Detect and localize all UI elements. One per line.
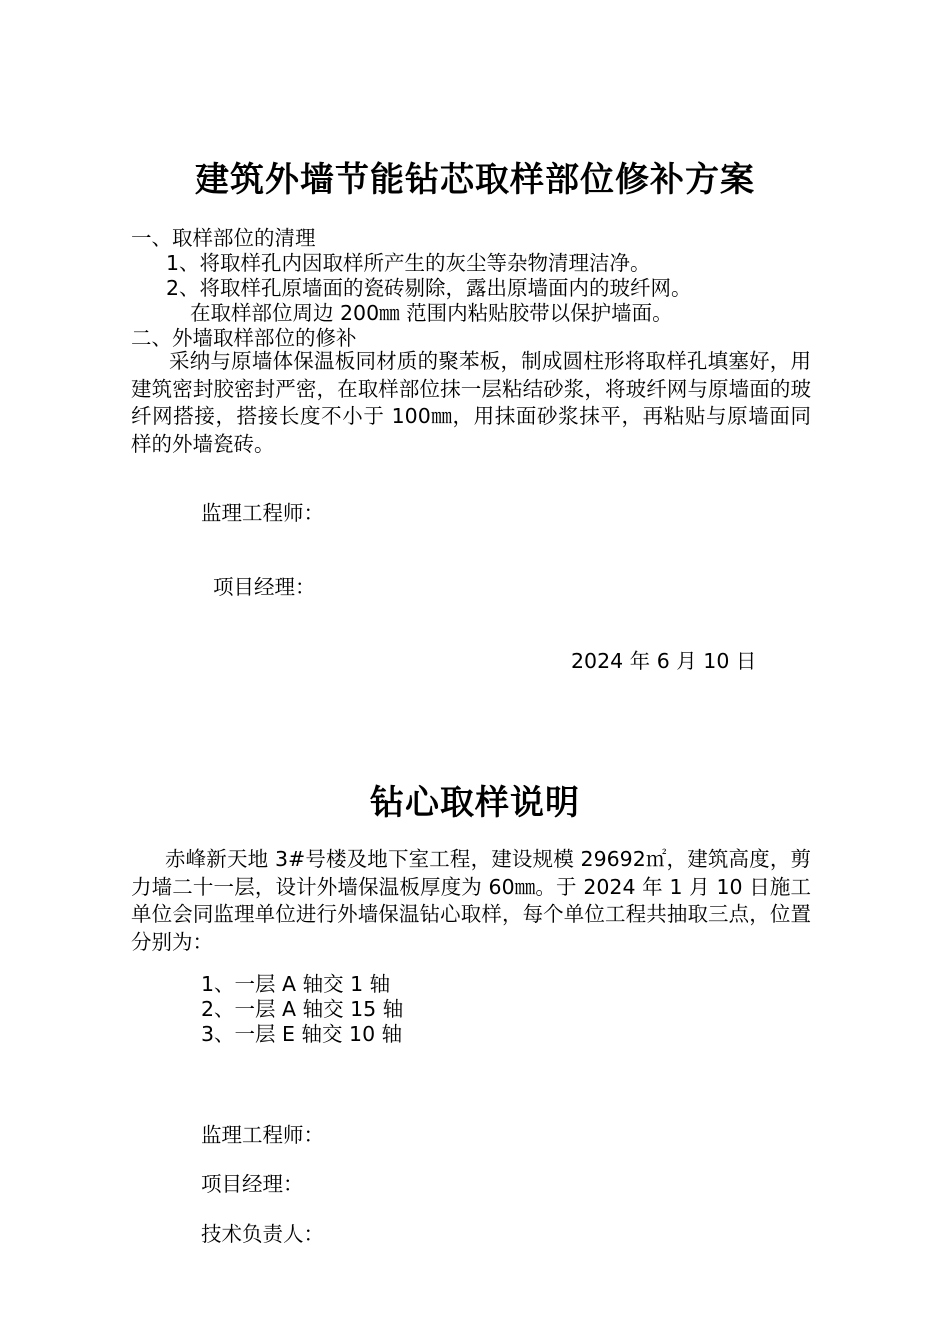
cleaning-item-2-continued: 在取样部位周边 200㎜ 范围内粘贴胶带以保护墙面。 [190,301,673,325]
cleaning-item-2: 2、将取样孔原墙面的瓷砖剔除，露出原墙面内的玻纤网。 [166,276,692,300]
document-date: 2024 年 6 月 10 日 [571,649,757,673]
repair-plan-title: 建筑外墙节能钻芯取样部位修补方案 [195,160,755,200]
sampling-paragraph: 赤峰新天地 3#号楼及地下室工程，建设规模 29692㎡，建筑高度，剪力墙二十一层，设计外墙保温板厚度为 60㎜。于 2024 年 1 月 10 日施工单位会同监理单位进行外墙保温钻心取样，每个单位工程共抽取三点，位置分别为： [131,847,811,954]
cleaning-item-1: 1、将取样孔内因取样所产生的灰尘等杂物清理洁净。 [166,251,651,275]
signature-supervisor-2: 监理工程师： [201,1123,324,1147]
repair-paragraph: 采纳与原墙体保温板同材质的聚苯板，制成圆柱形将取样孔填塞好，用建筑密封胶密封严密，在取样部位抹一层粘结砂浆，将玻纤网与原墙面的玻纤网搭接，搭接长度不小于 100㎜，用抹面砂浆抹平，再粘贴与原墙面同样的外墙瓷砖。 [131,349,811,456]
signature-technical-lead: 技术负责人： [201,1222,324,1246]
sampling-point-3: 3、一层 E 轴交 10 轴 [201,1022,403,1046]
sampling-note-title: 钻心取样说明 [370,783,580,823]
sampling-point-1: 1、一层 A 轴交 1 轴 [201,972,391,996]
signature-manager-1: 项目经理： [213,575,316,599]
sampling-point-2: 2、一层 A 轴交 15 轴 [201,997,404,1021]
signature-supervisor-1: 监理工程师： [201,501,324,525]
signature-manager-2: 项目经理： [201,1172,304,1196]
heading-repair: 二、外墙取样部位的修补 [131,326,357,350]
heading-cleaning: 一、取样部位的清理 [131,226,316,250]
